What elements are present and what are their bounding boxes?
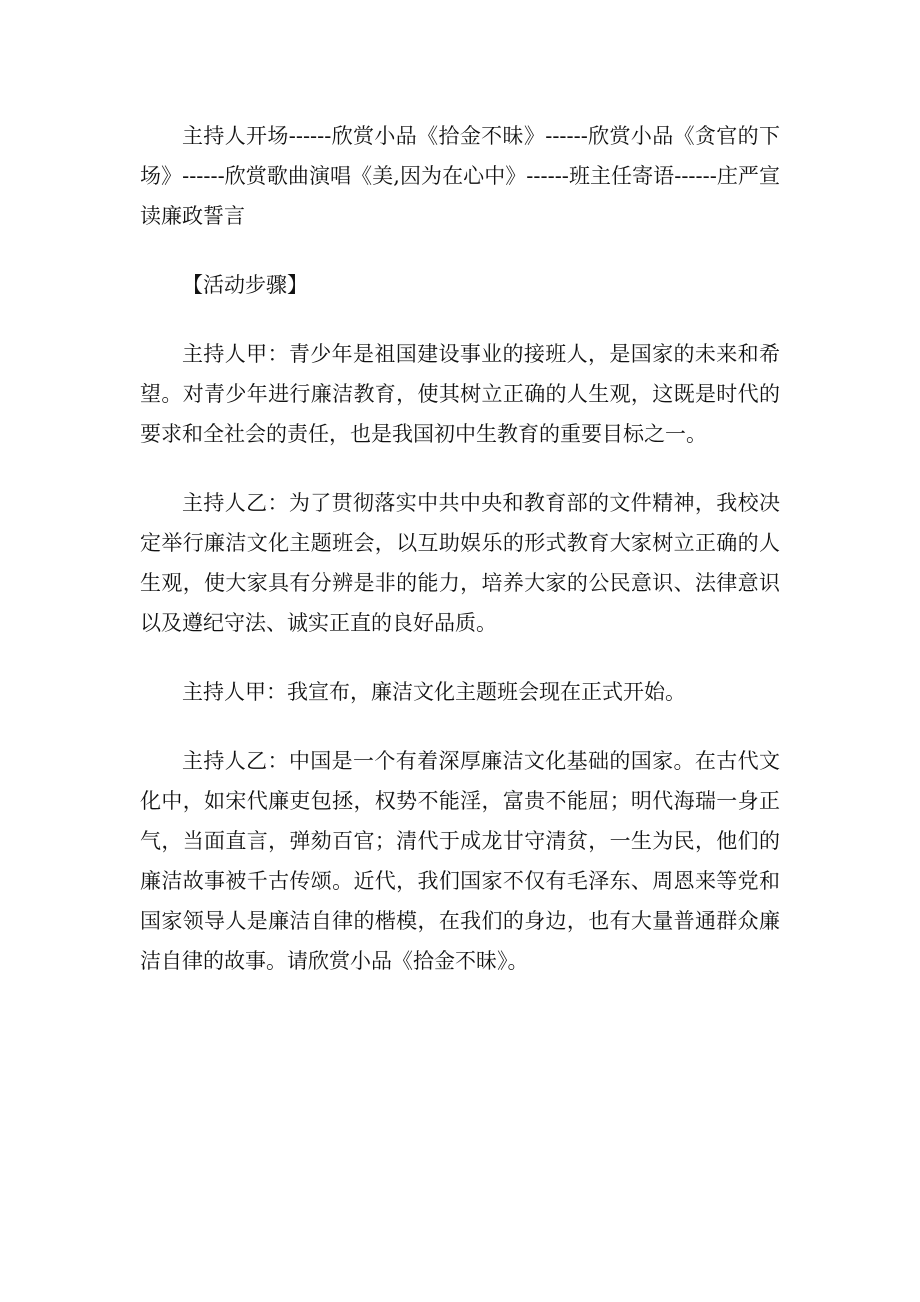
host-b-intro-paragraph: 主持人乙：为了贯彻落实中共中央和教育部的文件精神，我校决定举行廉洁文化主题班会，以互助娱乐的形式教育大家树立正确的人生观，使大家具有分辨是非的能力，培养大家的公民意识、法律意识以及遵纪守法、诚实正直的良好品质。: [140, 491, 780, 635]
program-flow-paragraph: 主持人开场------欣赏小品《拾金不昧》------欣赏小品《贪官的下场》------欣赏歌曲演唱《美,因为在心中》------班主任寄语------庄严宣读廉政誓言: [140, 124, 780, 228]
host-a-intro-paragraph: 主持人甲：青少年是祖国建设事业的接班人，是国家的未来和希望。对青少年进行廉洁教育，使其树立正确的人生观，这既是时代的要求和全社会的责任，也是我国初中生教育的重要目标之一。: [140, 342, 780, 446]
document-body: [140, 116, 780, 1010]
activity-steps-heading: 【活动步骤】: [182, 273, 308, 297]
host-b-history-paragraph: 主持人乙：中国是一个有着深厚廉洁文化基础的国家。在古代文化中，如宋代廉吏包拯，权势不能淫，富贵不能屈；明代海瑞一身正气，当面直言，弹劾百官；清代于成龙甘守清贫，一生为民，他们的廉洁故事被千古传颂。近代，我们国家不仅有毛泽东、周恩来等党和国家领导人是廉洁自律的楷模，在我们的身边，也有大量普通群众廉洁自律的故事。请欣赏小品《拾金不昧》。: [140, 749, 780, 973]
host-a-opening-paragraph: 主持人甲：我宣布，廉洁文化主题班会现在正式开始。: [182, 680, 686, 704]
